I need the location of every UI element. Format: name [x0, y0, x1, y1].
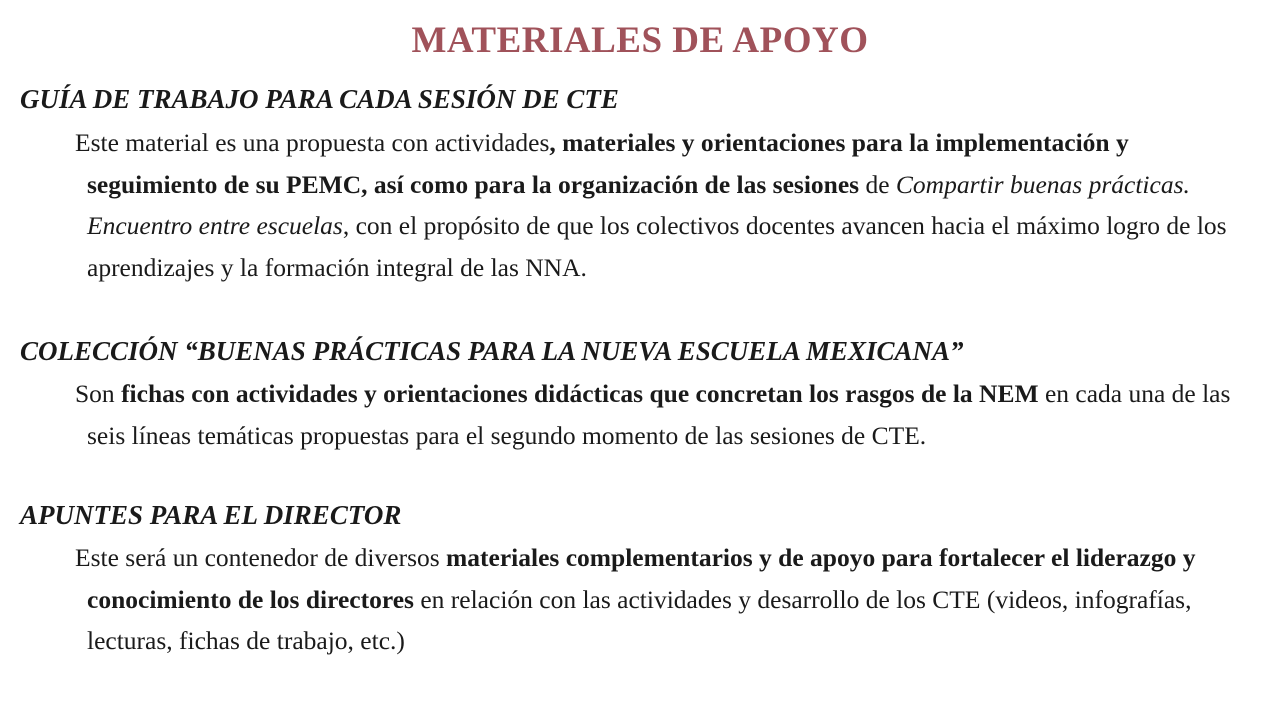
- paragraph-text: Son: [75, 379, 122, 408]
- page-title: MATERIALES DE APOYO: [411, 20, 869, 61]
- section-paragraph-coleccion: [75, 373, 1262, 456]
- paragraph-text: Este será un contenedor de diversos: [75, 543, 447, 572]
- paragraph-text: Este material es una propuesta con actividades: [75, 128, 550, 157]
- section-heading-apuntes: APUNTES PARA EL DIRECTOR: [20, 500, 402, 530]
- section-paragraph-apuntes: [75, 537, 1262, 662]
- paragraph-text: de: [859, 169, 896, 199]
- paragraph-bold-text: fichas con actividades y orientaciones didácticas que concretan los rasgos de la NEM: [121, 379, 1039, 408]
- paragraph-italic-text: Compartir buenas prácticas. Encuentro entre escuelas: [87, 169, 1190, 240]
- paragraph-bold-text: , materiales y orientaciones para la implementación y seguimiento de su PEMC, así como para la organización de las sesiones: [87, 128, 1129, 199]
- paragraph-bold-text: materiales complementarios y de apoyo para fortalecer el liderazgo y conocimiento de los directores: [87, 543, 1196, 614]
- paragraph-text: en cada una de las seis líneas temáticas propuestas para el segundo momento de las sesiones de CTE.: [87, 379, 1231, 450]
- section-heading-guia: GUÍA DE TRABAJO PARA CADA SESIÓN DE CTE: [20, 84, 619, 114]
- paragraph-text: , con el propósito de que los colectivos docentes avancen hacia el máximo logro de los aprendizajes y la formación integral de las NNA.: [87, 211, 1227, 282]
- section-paragraph-guia: [75, 122, 1262, 288]
- section-heading-coleccion: COLECCIÓN “BUENAS PRÁCTICAS PARA LA NUEVA ESCUELA MEXICANA”: [20, 336, 964, 366]
- paragraph-text: en relación con las actividades y desarrollo de los CTE (videos, infografías, lecturas, fichas de trabajo, etc.): [87, 584, 1192, 655]
